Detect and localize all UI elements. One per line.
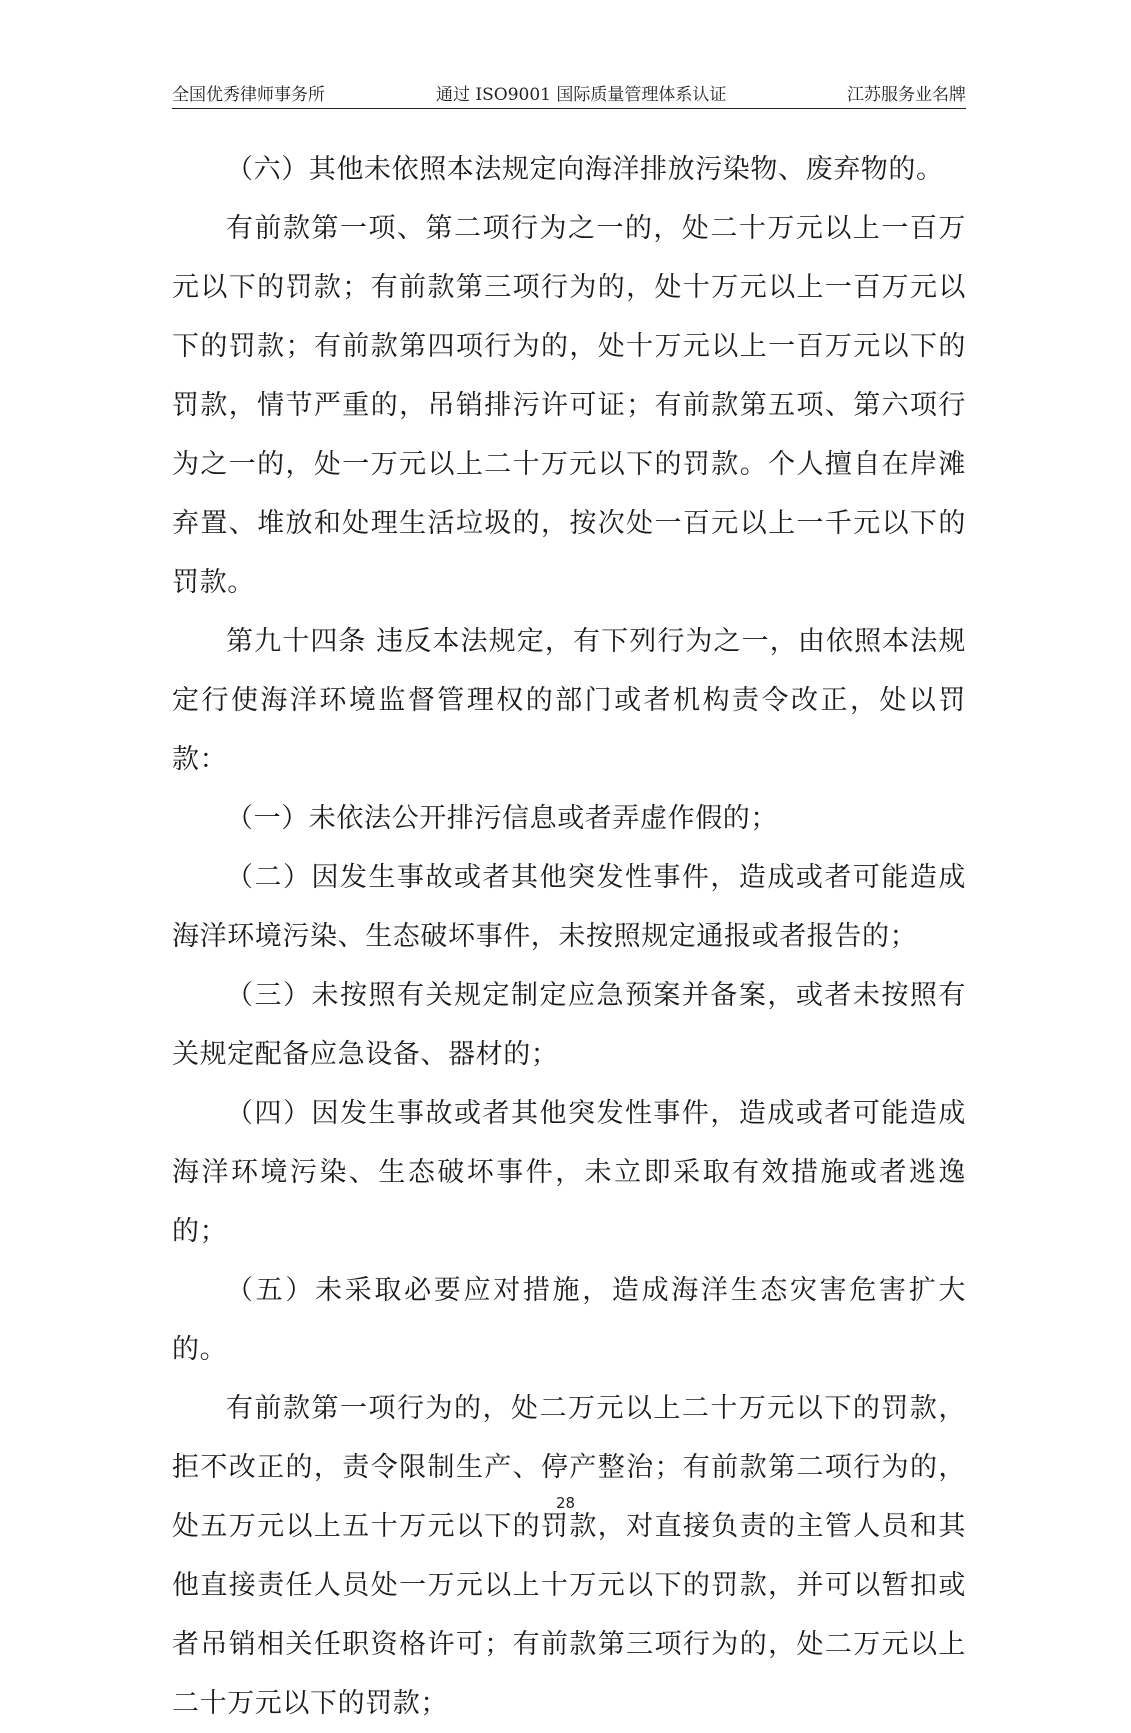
header-certification: 通过 ISO9001 国际质量管理体系认证 [436,85,727,105]
paragraph-item-1: （一）未依法公开排污信息或者弄虚作假的； [226,803,778,834]
paragraph-article-94: 第九十四条 违反本法规定，有下列行为之一，由依照本法规定行使海洋环境监督管理权的部门或者机构责令改正，处以罚款： [172,626,966,775]
paragraph-item-6: （六）其他未依照本法规定向海洋排放污染物、废弃物的。 [226,154,944,185]
paragraph-item-4: （四）因发生事故或者其他突发性事件，造成或者可能造成海洋环境污染、生态破坏事件，未立即采取有效措施或者逃逸的； [172,1098,966,1247]
header-brand: 江苏服务业名牌 [847,85,966,105]
paragraph-item-3: （三）未按照有关规定制定应急预案并备案，或者未按照有关规定配备应急设备、器材的； [172,980,966,1070]
paragraph-penalties-1: 有前款第一项、第二项行为之一的，处二十万元以上一百万元以下的罚款；有前款第三项行为的，处十万元以上一百万元以下的罚款；有前款第四项行为的，处十万元以上一百万元以下的罚款，情节严重的，吊销排污许可证；有前款第五项、第六项行为之一的，处一万元以上二十万元以下的罚款。个人擅自在岸滩弃置、堆放和处理生活垃圾的，按次处一百元以上一千元以下的罚款。 [172,213,966,598]
paragraph-item-2: （二）因发生事故或者其他突发性事件，造成或者可能造成海洋环境污染、生态破坏事件，未按照规定通报或者报告的； [172,862,966,952]
page-number: 28 [555,1494,576,1512]
header-firm-title: 全国优秀律师事务所 [172,85,325,105]
page-header [172,76,966,109]
paragraph-item-5: （五）未采取必要应对措施，造成海洋生态灾害危害扩大的。 [172,1275,966,1365]
paragraph-penalties-2: 有前款第一项行为的，处二万元以上二十万元以下的罚款，拒不改正的，责令限制生产、停产整治；有前款第二项行为的，处五万元以上五十万元以下的罚款，对直接负责的主管人员和其他直接责任人员处一万元以上十万元以下的罚款，并可以暂扣或者吊销相关任职资格许可；有前款第三项行为的，处二万元以上二十万元以下的罚款； [172,1393,966,1719]
